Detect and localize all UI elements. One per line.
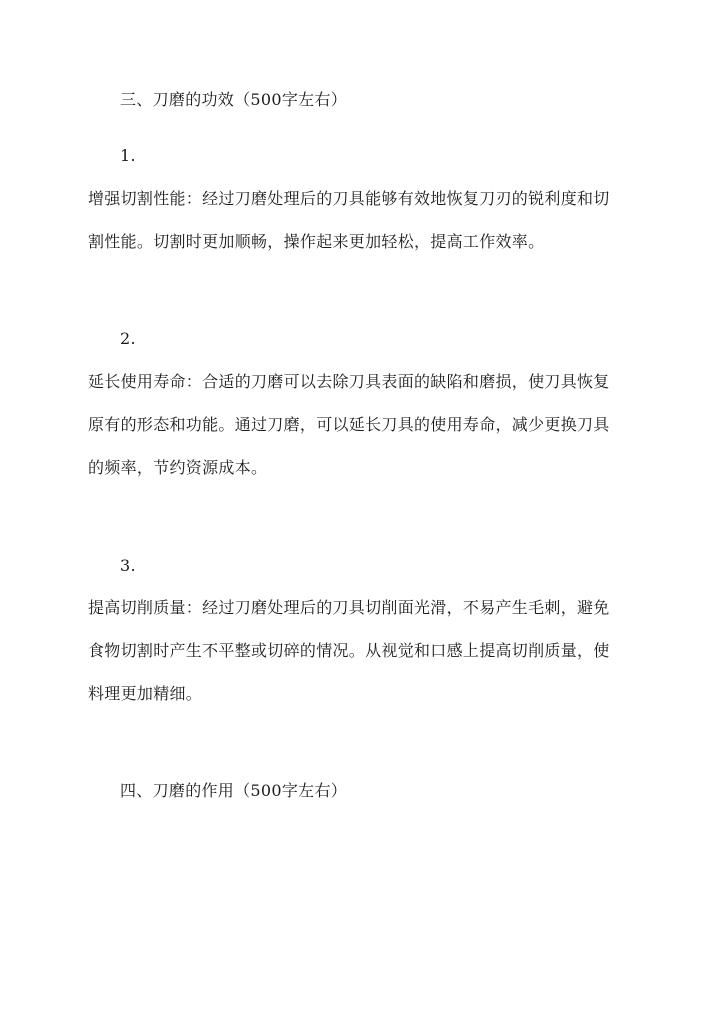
item-2-line-3: 的频率，节约资源成本。 xyxy=(88,458,268,477)
item-1-line-1: 增强切割性能：经过刀磨处理后的刀具能够有效地恢复刀刃的锐利度和切 xyxy=(88,189,610,208)
section-3-heading: 三、刀磨的功效（500字左右） xyxy=(120,90,348,109)
section-4-heading: 四、刀磨的作用（500字左右） xyxy=(120,781,348,800)
item-3-line-3: 料理更加精细。 xyxy=(88,684,203,703)
item-1-number: 1. xyxy=(120,146,136,165)
item-2-line-1: 延长使用寿命：合适的刀磨可以去除刀具表面的缺陷和磨损，使刀具恢复 xyxy=(88,372,610,391)
item-1-line-2: 割性能。切割时更加顺畅，操作起来更加轻松，提高工作效率。 xyxy=(88,232,545,251)
item-3-number: 3. xyxy=(120,556,136,575)
item-3-line-2: 食物切割时产生不平整或切碎的情况。从视觉和口感上提高切削质量，使 xyxy=(88,641,610,660)
item-2-number: 2. xyxy=(120,329,136,348)
item-3-line-1: 提高切削质量：经过刀磨处理后的刀具切削面光滑，不易产生毛刺，避免 xyxy=(88,598,610,617)
item-2-line-2: 原有的形态和功能。通过刀磨，可以延长刀具的使用寿命，减少更换刀具 xyxy=(88,415,610,434)
